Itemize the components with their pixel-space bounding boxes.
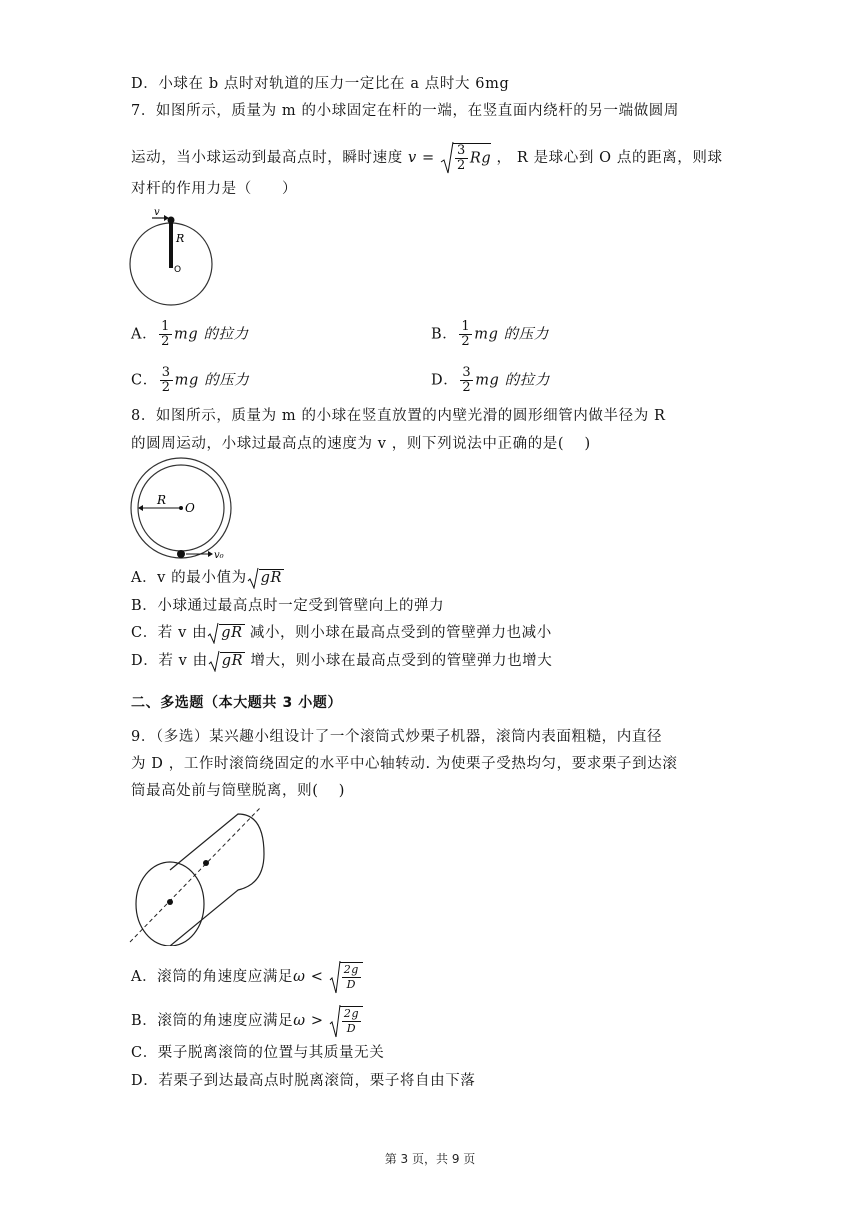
q8-option-d: D．若 v 由 gR 增大，则小球在最高点受到的管壁弹力也增大 [131, 650, 552, 672]
q8-fig-label-r: R [157, 493, 167, 507]
q7-stem-line1: 7．如图所示，质量为 m 的小球固定在杆的一端，在竖直面内绕杆的另一端做圆周 [131, 103, 679, 119]
q7-option-c: C． $\frac{3}{2}$ mg 的压力 [131, 365, 250, 395]
sqrt-sign-icon [208, 650, 220, 672]
q7-formula-num: 3 [457, 143, 466, 158]
q8-option-c: C．若 v 由 gR 减小，则小球在最高点受到的管壁弹力也减小 [131, 622, 552, 644]
q8-figure [126, 456, 238, 564]
q8-fig-label-o: O [185, 501, 195, 515]
q7-figure [128, 206, 218, 306]
q9-option-c: C．栗子脱离滚筒的位置与其质量无关 [131, 1045, 385, 1061]
q7-option-a: A． $\frac{1}{2}$ mg 的拉力 [131, 319, 249, 349]
q7-stem-line2b: R 是球心到 O 点的距离，则球 [516, 150, 723, 166]
q7-formula-rest: Rg [469, 150, 492, 167]
q8-option-b: B．小球通过最高点时一定受到管壁向上的弹力 [131, 598, 445, 614]
section-title-multiple-choice: 二、多选题（本大题共 3 小题） [131, 695, 343, 711]
q9-stem-line3: 筒最高处前与筒壁脱离，则( ) [131, 783, 346, 799]
q9-stem-line1: 9．（多选）某兴趣小组设计了一个滚筒式炒栗子机器，滚筒内表面粗糙，内直径 [131, 729, 663, 745]
q7-formula-lhs: v = [408, 150, 435, 166]
q7-velocity-formula [408, 140, 491, 176]
q8-stem-line2: 的圆周运动，小球过最高点的速度为 v ，则下列说法中正确的是( ) [131, 436, 591, 452]
q9-option-b: B．滚筒的角速度应满足ω > $\frac{2g}{D}$ [131, 1004, 363, 1038]
q7-fig-label-v: v [154, 207, 160, 218]
q7-stem-line2: 运动，当小球运动到最高点时，瞬时速度 v = $\frac{3}{2}$ Rg ， R 是球心到 O 点的距离，则球 [131, 140, 723, 176]
q7-formula-den: 2 [457, 158, 466, 173]
q8-option-a: A．v 的最小值为 gR [131, 567, 284, 589]
q7-option-d: D． $\frac{3}{2}$ mg 的拉力 [431, 365, 550, 395]
q9-stem-line2: 为 D ，工作时滚筒绕固定的水平中心轴转动. 为使栗子受热均匀，要求栗子到达滚 [131, 756, 678, 772]
q9-option-d: D．若栗子到达最高点时脱离滚筒，栗子将自由下落 [131, 1073, 476, 1089]
q7-fig-label-o: O [174, 265, 182, 275]
q8-fig-label-v0: v₀ [214, 550, 224, 561]
q9-cylinder-figure [126, 806, 266, 946]
sqrt-sign-icon [247, 567, 259, 589]
q7-stem-line3: 对杆的作用力是（ ） [131, 181, 298, 197]
page-footer: 第 3 页，共 9 页 [384, 1152, 476, 1166]
q7-stem-line2a: 运动，当小球运动到最高点时，瞬时速度 [131, 150, 403, 166]
q7-fig-label-r: R [176, 232, 185, 245]
q8-stem-line1: 8．如图所示，质量为 m 的小球在竖直放置的内壁光滑的圆形细管内做半径为 R [131, 408, 666, 424]
sqrt-sign-icon [207, 622, 219, 644]
q9-option-a: A．滚筒的角速度应满足ω < $\frac{2g}{D}$ [131, 960, 363, 994]
sqrt-sign-icon [440, 140, 454, 176]
q7-option-b: B． $\frac{1}{2}$ mg 的压力 [431, 319, 549, 349]
q6-option-d: D．小球在 b 点时对轨道的压力一定比在 a 点时大 6mg [131, 76, 510, 92]
